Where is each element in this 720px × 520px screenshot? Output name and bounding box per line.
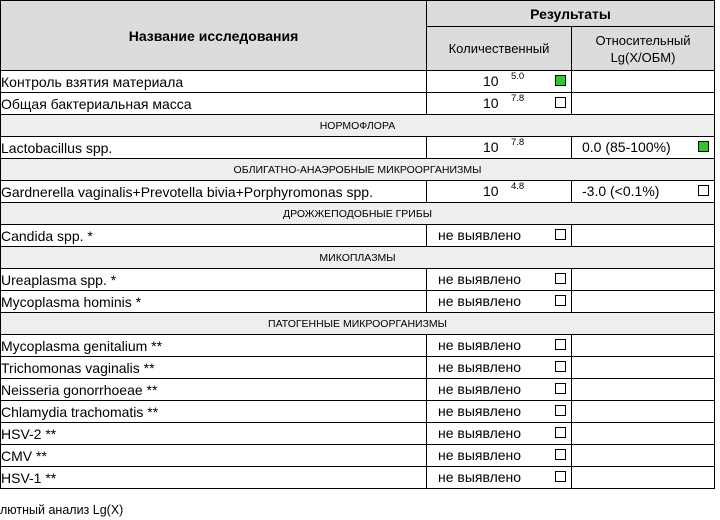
quant-result-text: не выявлено [438,337,522,353]
relative-cell [572,181,715,203]
quantitative-cell [427,291,572,313]
quantitative-cell [427,181,572,203]
quant-result-text: не выявлено [438,447,522,463]
table-row [1,291,715,313]
quantitative-cell [427,93,572,115]
header-quantitative: Количественный [427,27,572,71]
empty-indicator-box [555,229,566,240]
relative-value: 0.0 (85-100%) [582,139,671,155]
test-name: Chlamydia trachomatis ** [1,401,427,423]
quant-result-text: не выявлено [438,469,522,485]
header-results: Результаты [427,1,715,27]
quant-exponent: 5.0 [511,71,525,82]
section-row [1,313,715,335]
quant-exponent: 7.8 [511,93,525,104]
relative-cell [572,291,715,313]
table-row [1,467,715,489]
table-row [1,225,715,247]
relative-cell [572,423,715,445]
green-indicator-box [698,141,709,152]
quantitative-cell [427,335,572,357]
empty-indicator-box [555,405,566,416]
section-title: НОРМОФЛОРА [1,115,715,137]
quantitative-cell [427,401,572,423]
table-row [1,357,715,379]
quantitative-cell [427,137,572,159]
test-name: HSV-1 ** [1,467,427,489]
quantitative-cell [427,269,572,291]
empty-indicator-box [555,295,566,306]
test-name: Lactobacillus spp. [1,137,427,159]
empty-indicator-box [698,185,709,196]
relative-value: -3.0 (<0.1%) [582,183,660,199]
quantitative-cell [427,71,572,93]
table-row [1,335,715,357]
table-row [1,137,715,159]
quant-base: 10 [483,139,499,155]
table-row [1,401,715,423]
quant-result-text: не выявлено [438,425,522,441]
section-title: ДРОЖЖЕПОДОБНЫЕ ГРИБЫ [1,203,715,225]
quantitative-cell [427,467,572,489]
test-name: HSV-2 ** [1,423,427,445]
test-name: Trichomonas vaginalis ** [1,357,427,379]
quant-base: 10 [483,73,499,89]
section-row [1,203,715,225]
table-row [1,269,715,291]
quant-result-text: не выявлено [438,381,522,397]
footnote: лютный анализ Lg(X) [0,503,124,517]
test-name: Общая бактериальная масса [1,93,427,115]
quant-result-text: не выявлено [438,271,522,287]
table-row [1,93,715,115]
header-relative [572,27,715,71]
empty-indicator-box [555,273,566,284]
section-title: ПАТОГЕННЫЕ МИКРООРГАНИЗМЫ [1,313,715,335]
test-name: Gardnerella vaginalis+Prevotella bivia+Porphyromonas spp. [1,181,427,203]
quant-base: 10 [483,183,499,199]
empty-indicator-box [555,383,566,394]
empty-indicator-box [555,339,566,350]
table-row [1,423,715,445]
quant-exponent: 7.8 [511,137,525,148]
quantitative-cell [427,357,572,379]
relative-cell [572,335,715,357]
empty-indicator-box [555,449,566,460]
header-test-name: Название исследования [1,1,427,71]
header-relative-line2: Lg(X/ОБМ) [610,49,676,65]
test-name: CMV ** [1,445,427,467]
header-relative-line1: Относительный [595,32,691,48]
empty-indicator-box [555,97,566,108]
quant-result-text: не выявлено [438,227,522,243]
section-title: МИКОПЛАЗМЫ [1,247,715,269]
quantitative-cell [427,423,572,445]
quantitative-cell [427,445,572,467]
quant-result-text: не выявлено [438,293,522,309]
table-row [1,379,715,401]
table-row [1,71,715,93]
green-indicator-box [555,75,566,86]
table-row [1,445,715,467]
relative-cell [572,401,715,423]
quant-result-text: не выявлено [438,403,522,419]
empty-indicator-box [555,471,566,482]
quant-exponent: 4.8 [511,181,525,192]
empty-indicator-box [555,427,566,438]
empty-indicator-box [555,361,566,372]
table-row [1,181,715,203]
test-name: Mycoplasma genitalium ** [1,335,427,357]
quantitative-cell [427,379,572,401]
relative-cell [572,357,715,379]
header-row-top [1,1,715,27]
section-row [1,247,715,269]
relative-cell [572,93,715,115]
test-name: Ureaplasma spp. * [1,269,427,291]
quant-result-text: не выявлено [438,359,522,375]
quant-base: 10 [483,95,499,111]
relative-cell [572,269,715,291]
section-row [1,159,715,181]
test-name: Candida spp. * [1,225,427,247]
test-name: Контроль взятия материала [1,71,427,93]
section-row [1,115,715,137]
quantitative-cell [427,225,572,247]
relative-cell [572,71,715,93]
test-name: Neisseria gonorrhoeae ** [1,379,427,401]
relative-cell [572,445,715,467]
relative-cell [572,225,715,247]
relative-cell [572,137,715,159]
section-title: ОБЛИГАТНО-АНАЭРОБНЫЕ МИКРООРГАНИЗМЫ [1,159,715,181]
relative-cell [572,379,715,401]
relative-cell [572,467,715,489]
test-name: Mycoplasma hominis * [1,291,427,313]
